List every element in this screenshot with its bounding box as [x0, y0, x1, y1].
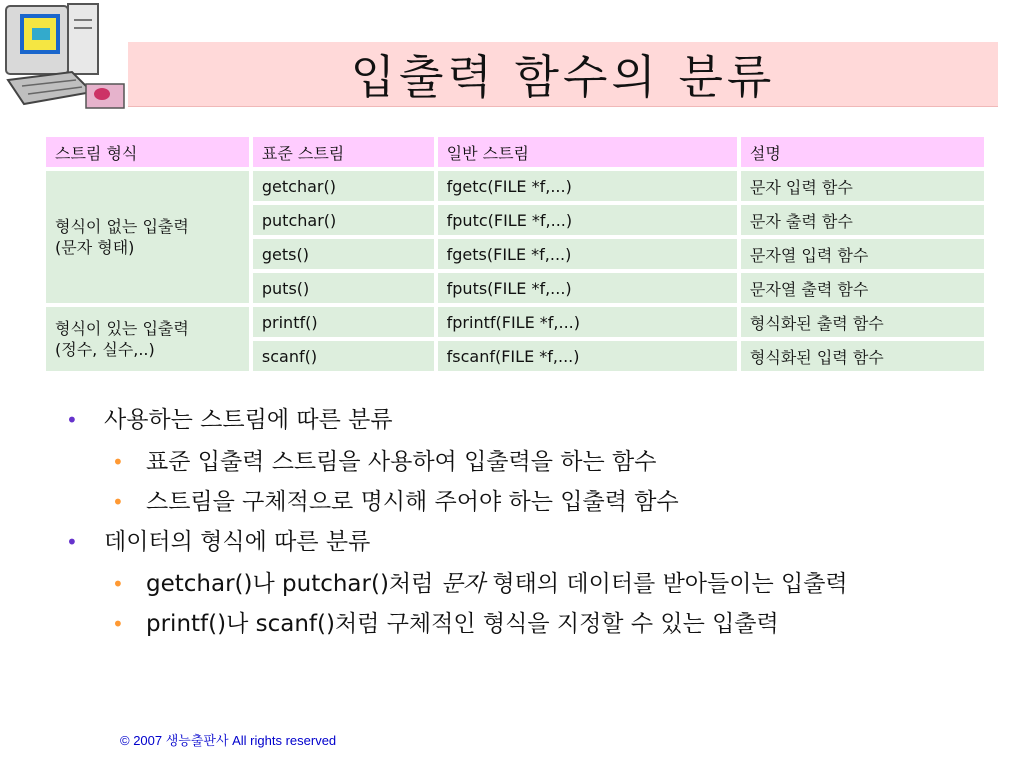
bullet-dot-icon: • [66, 530, 78, 554]
list-item [60, 486, 970, 518]
computer-clipart-icon [0, 0, 128, 112]
copyright-footer: © 2007 생능출판사 All rights reserved [120, 733, 337, 748]
header-standard-stream: 표준 스트림 [253, 137, 434, 167]
description-cell: 문자 출력 함수 [741, 205, 984, 235]
description-cell: 형식화된 입력 함수 [741, 341, 984, 371]
bullet-text: 사용하는 스트림에 따른 분류 [104, 407, 393, 433]
bullet-dot-icon: • [112, 572, 124, 596]
bullet-dot-icon: • [112, 450, 124, 474]
bullet-dot-icon: • [112, 490, 124, 514]
function-table [42, 133, 988, 375]
list-item [60, 526, 970, 558]
standard-stream-cell: getchar() [253, 171, 434, 201]
general-stream-cell: fprintf(FILE *f,...) [438, 307, 737, 337]
header-description: 설명 [741, 137, 984, 167]
bullet-text: printf()나 scanf()처럼 구체적인 형식을 지정할 수 있는 입출력 [146, 611, 779, 637]
list-item [60, 568, 970, 600]
list-item [60, 446, 970, 478]
general-stream-cell: fgetc(FILE *f,...) [438, 171, 737, 201]
standard-stream-cell: scanf() [253, 341, 434, 371]
description-cell: 형식화된 출력 함수 [741, 307, 984, 337]
table-row [46, 307, 984, 337]
standard-stream-cell: gets() [253, 239, 434, 269]
standard-stream-cell: printf() [253, 307, 434, 337]
general-stream-cell: fputs(FILE *f,...) [438, 273, 737, 303]
general-stream-cell: fputc(FILE *f,...) [438, 205, 737, 235]
bullet-dot-icon: • [112, 612, 124, 636]
bullet-dot-icon: • [66, 408, 78, 432]
bullet-text: 표준 입출력 스트림을 사용하여 입출력을 하는 함수 [146, 449, 657, 475]
list-item [60, 608, 970, 640]
bullet-text-post: 형태의 데이터를 받아들이는 입출력 [485, 571, 848, 597]
bullet-text-pre: getchar()나 putchar()처럼 [146, 571, 441, 597]
group-label-formatted: 형식이 있는 입출력 (정수, 실수,..) [46, 307, 249, 371]
bullet-list [60, 404, 970, 648]
bullet-text: 데이터의 형식에 따른 분류 [104, 529, 371, 555]
header-general-stream: 일반 스트림 [438, 137, 737, 167]
table-header-row [46, 137, 984, 167]
header-stream-type: 스트림 형식 [46, 137, 249, 167]
bullet-emphasis: 문자 [440, 571, 486, 597]
standard-stream-cell: putchar() [253, 205, 434, 235]
description-cell: 문자열 입력 함수 [741, 239, 984, 269]
table-row [46, 171, 984, 201]
list-item [60, 404, 970, 436]
description-cell: 문자 입력 함수 [741, 171, 984, 201]
general-stream-cell: fscanf(FILE *f,...) [438, 341, 737, 371]
group-label-unformatted: 형식이 없는 입출력 (문자 형태) [46, 171, 249, 303]
bullet-text: 스트림을 구체적으로 명시해 주어야 하는 입출력 함수 [146, 489, 679, 515]
slide-title: 입출력 함수의 분류 [350, 50, 776, 104]
description-cell: 문자열 출력 함수 [741, 273, 984, 303]
general-stream-cell: fgets(FILE *f,...) [438, 239, 737, 269]
standard-stream-cell: puts() [253, 273, 434, 303]
